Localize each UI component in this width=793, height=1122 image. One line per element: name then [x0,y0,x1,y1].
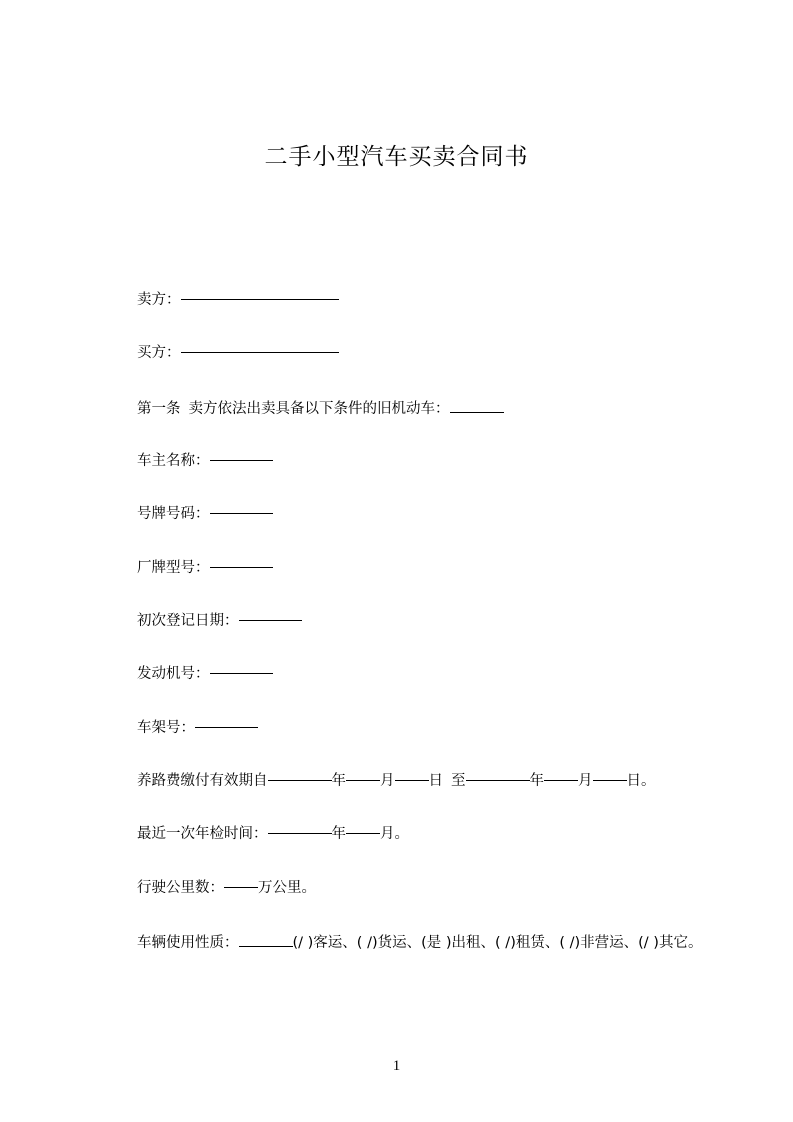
mileage-unit: 万公里。 [258,880,316,896]
buyer-label: 买方： [137,345,181,361]
model-line [137,558,273,578]
inspection-line [137,824,409,844]
engine-label: 发动机号： [137,666,210,682]
road-fee-month: 月 [380,773,395,789]
seller-label: 卖方： [137,292,181,308]
engine-line [137,664,273,684]
road-fee-day: 日 [428,773,443,789]
road-fee-end-month-blank [544,780,578,781]
mileage-label: 行驶公里数： [137,880,224,896]
usage-blank [239,932,293,947]
owner-blank [210,460,273,461]
usage-label: 车辆使用性质： [137,935,239,951]
owner-line [137,451,273,471]
seller-line [137,290,339,310]
road-fee-end-year: 年 [529,773,544,789]
usage-text: (/ )客运、( /)货运、(是 )出租、( /)租赁、( /)非营运、(/ )其它。 [292,935,703,951]
inspection-month-blank [346,833,380,834]
inspection-month: 月。 [380,826,409,842]
page-number: 1 [392,1058,401,1074]
plate-line [137,504,273,524]
article1-blank [450,398,504,413]
road-fee-end-day-blank [593,780,627,781]
road-fee-to: 至 [451,773,466,789]
model-label: 厂牌型号： [137,560,210,576]
first-reg-line [137,611,302,631]
inspection-label: 最近一次年检时间： [137,826,268,842]
plate-label: 号牌号码： [137,506,210,522]
buyer-line [137,343,339,363]
frame-line [137,718,258,738]
first-reg-label: 初次登记日期： [137,613,239,629]
mileage-line [137,878,316,898]
plate-blank [210,513,273,514]
road-fee-year: 年 [331,773,346,789]
mileage-blank [224,887,258,888]
road-fee-day-blank [395,780,429,781]
model-blank [210,567,273,568]
article1-label: 第一条 [137,401,181,417]
road-fee-month-blank [346,780,380,781]
road-fee-end-year-blank [466,780,530,781]
road-fee-label: 养路费缴付有效期自 [137,773,268,789]
page-title: 二手小型汽车买卖合同书 [264,144,529,170]
road-fee-line [137,771,656,791]
article1-text: 卖方依法出卖具备以下条件的旧机动车： [188,401,450,417]
road-fee-end-day: 日。 [626,773,656,789]
inspection-year: 年 [331,826,346,842]
buyer-blank [181,352,339,353]
frame-blank [195,727,258,728]
road-fee-year-blank [268,780,332,781]
frame-label: 车架号： [137,720,195,736]
first-reg-blank [239,620,302,621]
usage-paragraph [105,931,705,955]
road-fee-end-month: 月 [578,773,593,789]
engine-blank [210,673,273,674]
seller-blank [181,299,339,300]
owner-label: 车主名称： [137,453,210,469]
inspection-year-blank [268,833,332,834]
article1-line [137,398,504,419]
